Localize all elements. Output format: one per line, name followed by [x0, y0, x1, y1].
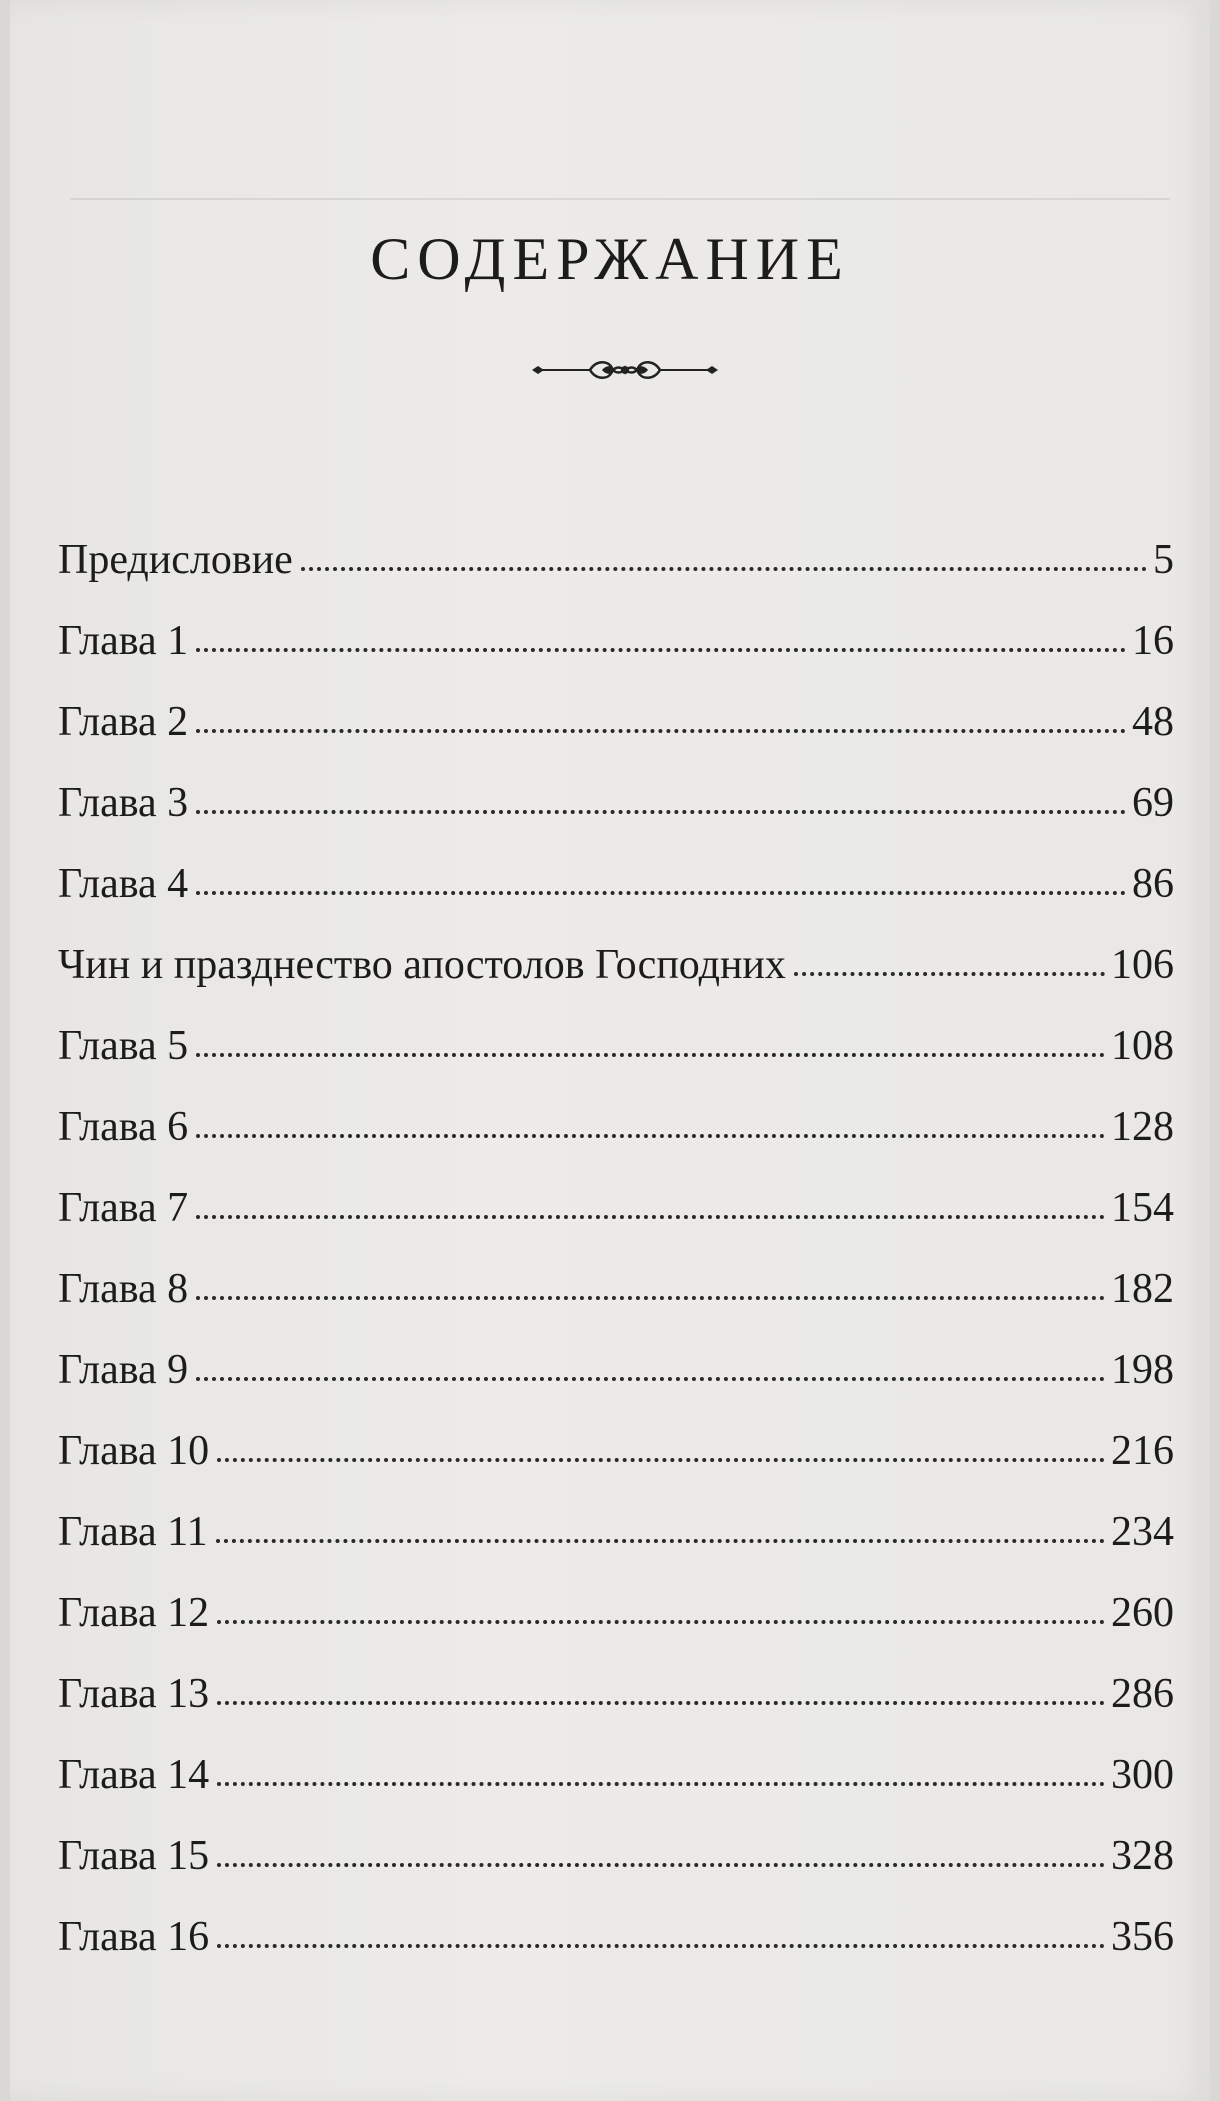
- dot-leader: [196, 1296, 1105, 1300]
- toc-entry-page: 128: [1111, 1104, 1174, 1150]
- toc-entry-title: Глава 5: [58, 1023, 189, 1069]
- dot-leader: [196, 729, 1126, 733]
- toc-entry-title: Глава 14: [58, 1752, 210, 1798]
- dot-leader: [217, 1701, 1105, 1705]
- toc-entry: [58, 1087, 1174, 1168]
- toc-entry-page: 106: [1111, 942, 1174, 988]
- toc-entry-page: 108: [1111, 1023, 1174, 1069]
- toc-entry-title: Глава 13: [58, 1671, 210, 1717]
- toc-entry-title: Глава 16: [58, 1914, 210, 1960]
- toc-entry-title: Глава 6: [58, 1104, 189, 1150]
- toc-entry-page: 154: [1111, 1185, 1174, 1231]
- toc-entry-title: Чин и празднество апостолов Господних: [58, 942, 786, 988]
- dot-leader: [196, 648, 1126, 652]
- toc-entry-title: Глава 15: [58, 1833, 210, 1879]
- dot-leader: [217, 1782, 1105, 1786]
- toc-entry-title: Глава 2: [58, 699, 189, 745]
- toc-entry: [58, 1735, 1174, 1816]
- dot-leader: [217, 1944, 1105, 1948]
- toc-entry-page: 356: [1111, 1914, 1174, 1960]
- toc-entry-title: Глава 11: [58, 1509, 208, 1555]
- toc-entry-page: 86: [1132, 861, 1174, 907]
- toc-entry-title: Глава 10: [58, 1428, 210, 1474]
- dot-leader: [301, 567, 1147, 571]
- toc-entry: [58, 682, 1174, 763]
- toc-entry-page: 198: [1111, 1347, 1174, 1393]
- dot-leader: [196, 1215, 1105, 1219]
- toc-entry-title: Глава 1: [58, 618, 189, 664]
- dot-leader: [217, 1620, 1105, 1624]
- toc-entry-page: 48: [1132, 699, 1174, 745]
- show-through-rule: [70, 198, 1170, 200]
- toc-entry: [58, 1816, 1174, 1897]
- toc-entry: [58, 520, 1174, 601]
- toc-entry-page: 328: [1111, 1833, 1174, 1879]
- toc-entry: [58, 1897, 1174, 1978]
- toc-entry-title: Глава 3: [58, 780, 189, 826]
- toc-entry: [58, 1654, 1174, 1735]
- toc-entry-page: 5: [1153, 537, 1174, 583]
- toc-entry-title: Глава 4: [58, 861, 189, 907]
- toc-entry: [58, 1492, 1174, 1573]
- table-of-contents: [58, 520, 1174, 1978]
- toc-entry-title: Предисловие: [58, 537, 293, 583]
- toc-entry-page: 300: [1111, 1752, 1174, 1798]
- toc-entry: [58, 1330, 1174, 1411]
- toc-entry-page: 69: [1132, 780, 1174, 826]
- dot-leader: [216, 1539, 1105, 1543]
- toc-entry: [58, 1006, 1174, 1087]
- dot-leader: [196, 1053, 1105, 1057]
- toc-entry: [58, 1411, 1174, 1492]
- toc-entry-title: Глава 12: [58, 1590, 210, 1636]
- toc-entry-page: 216: [1111, 1428, 1174, 1474]
- dot-leader: [217, 1863, 1105, 1867]
- toc-entry: [58, 601, 1174, 682]
- toc-entry-title: Глава 7: [58, 1185, 189, 1231]
- dot-leader: [196, 891, 1126, 895]
- toc-entry: [58, 844, 1174, 925]
- toc-entry: [58, 1168, 1174, 1249]
- toc-entry-title: Глава 9: [58, 1347, 189, 1393]
- toc-entry-title: Глава 8: [58, 1266, 189, 1312]
- toc-entry: [58, 1249, 1174, 1330]
- dot-leader: [196, 810, 1126, 814]
- ornament-divider-icon: [530, 352, 720, 388]
- page-title: СОДЕРЖАНИЕ: [370, 226, 850, 292]
- dot-leader: [217, 1458, 1105, 1462]
- toc-entry: [58, 763, 1174, 844]
- toc-entry-page: 182: [1111, 1266, 1174, 1312]
- toc-entry-page: 234: [1111, 1509, 1174, 1555]
- toc-entry-page: 16: [1132, 618, 1174, 664]
- toc-entry: [58, 925, 1174, 1006]
- dot-leader: [794, 972, 1105, 976]
- toc-entry: [58, 1573, 1174, 1654]
- book-page: [10, 0, 1210, 2101]
- dot-leader: [196, 1377, 1105, 1381]
- toc-entry-page: 260: [1111, 1590, 1174, 1636]
- dot-leader: [196, 1134, 1105, 1138]
- toc-entry-page: 286: [1111, 1671, 1174, 1717]
